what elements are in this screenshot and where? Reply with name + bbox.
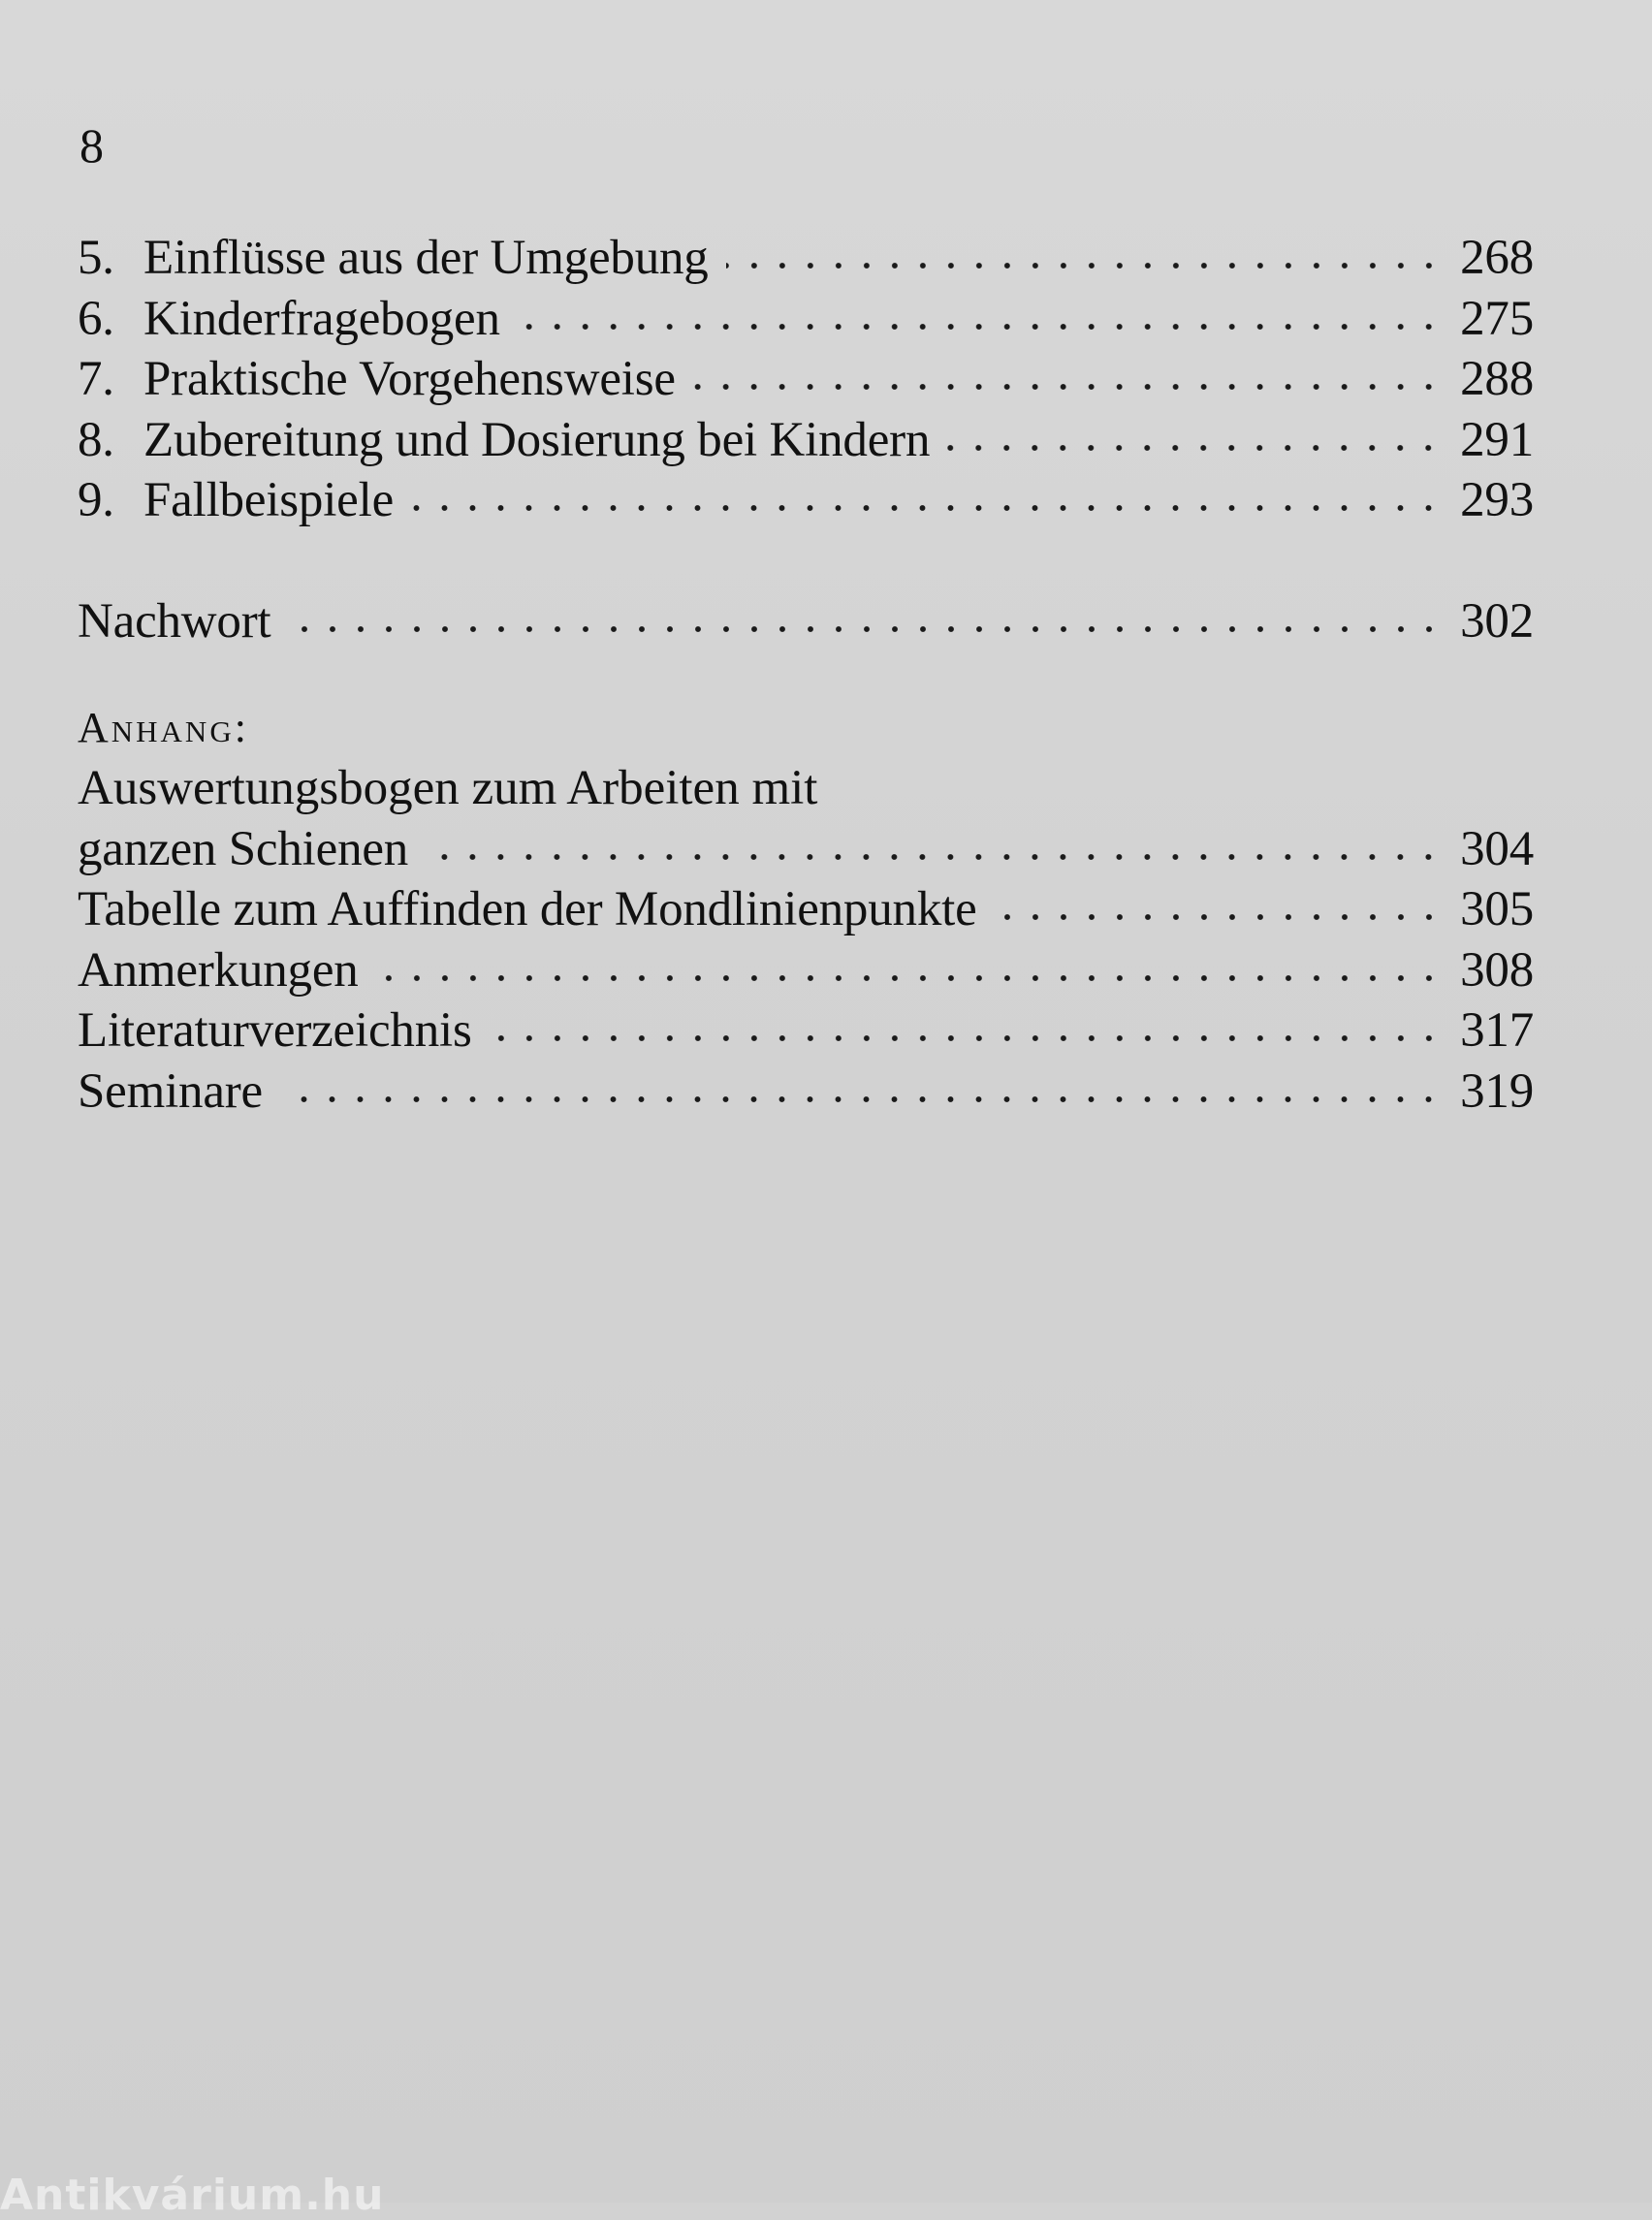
entry-number: 9. [78, 473, 114, 527]
dot-leader [376, 974, 1443, 982]
entry-page: 308 [1460, 942, 1534, 998]
entry-page: 293 [1460, 473, 1534, 527]
dot-leader [726, 262, 1443, 270]
entry-page: 275 [1460, 291, 1534, 346]
dot-leader [693, 383, 1443, 391]
toc-entry [78, 470, 1534, 531]
entry-title: Kinderfragebogen [143, 291, 500, 346]
entry-page: 319 [1460, 1063, 1534, 1119]
entry-page: 304 [1460, 821, 1534, 876]
dot-leader [426, 853, 1443, 861]
toc-entry [78, 819, 1534, 880]
toc-entry [78, 410, 1534, 471]
entry-title: Literaturverzeichnis [78, 1003, 472, 1058]
dot-leader [518, 323, 1443, 331]
watermark: Antikvárium.hu [0, 2171, 385, 2220]
toc-entry [78, 940, 1534, 1001]
dot-leader [490, 1034, 1443, 1042]
toc-entry [78, 289, 1534, 350]
appendix-heading: Anhang: [78, 704, 249, 751]
entry-title: Fallbeispiele [143, 473, 395, 527]
entry-page: 302 [1460, 593, 1534, 649]
table-of-contents [78, 228, 1534, 1122]
entry-title-line2: ganzen Schienen [78, 821, 409, 876]
entry-title: Anmerkungen [78, 942, 359, 998]
entry-page: 291 [1460, 412, 1534, 467]
entry-page: 268 [1460, 231, 1534, 285]
dot-leader [411, 504, 1443, 512]
dot-leader [289, 625, 1444, 633]
toc-entry-afterword [78, 591, 1534, 652]
dot-leader [995, 913, 1443, 921]
toc-entry [78, 1000, 1534, 1062]
toc-entry [78, 1062, 1534, 1123]
toc-entry [78, 228, 1534, 289]
entry-title: Einflüsse aus der Umgebung [143, 231, 709, 285]
entry-number: 7. [78, 352, 114, 406]
entry-number: 8. [78, 412, 114, 467]
entry-page: 305 [1460, 882, 1534, 936]
entry-title: Praktische Vorgehensweise [143, 352, 676, 406]
entry-page: 288 [1460, 352, 1534, 406]
toc-entry [78, 879, 1534, 940]
entry-title: Tabelle zum Auffinden der Mondlinienpunkte [78, 882, 977, 936]
entry-number: 5. [78, 231, 114, 285]
dot-leader [947, 444, 1443, 452]
entry-page: 317 [1460, 1003, 1534, 1058]
entry-number: 6. [78, 291, 114, 346]
toc-entry [78, 349, 1534, 410]
entry-title: Nachwort [78, 593, 271, 649]
entry-title: Seminare [78, 1063, 263, 1119]
page-number: 8 [79, 118, 104, 173]
dot-leader [280, 1095, 1443, 1103]
entry-title: Zubereitung und Dosierung bei Kindern [143, 412, 931, 467]
entry-title-line1: Auswertungsbogen zum Arbeiten mit [78, 761, 818, 815]
